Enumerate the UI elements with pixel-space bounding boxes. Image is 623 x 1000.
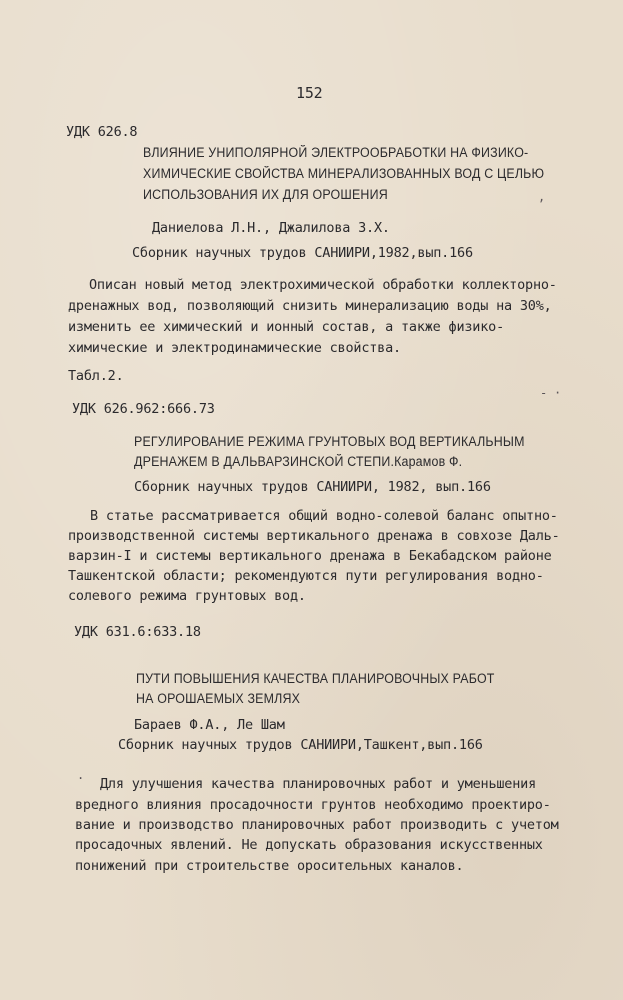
abstract-line: химические и электродинамические свойства. bbox=[68, 340, 401, 356]
abstract-line: солевого режима грунтовых вод. bbox=[68, 588, 306, 604]
udk-code: УДК 626.8 bbox=[66, 124, 138, 140]
abstract-line: Ташкентской области; рекомендуются пути регулирования водно- bbox=[68, 568, 544, 584]
abstract-line: вредного влияния просадочности грунтов необходимо проектиро- bbox=[75, 797, 551, 813]
article-source: Сборник научных трудов САНИИРИ,Ташкент,вып.166 bbox=[118, 737, 483, 753]
udk-code: УДК 626.962:666.73 bbox=[72, 401, 215, 417]
abstract-line: вание и производство планировочных работ производить с учетом bbox=[75, 817, 559, 833]
abstract-line: Для улучшения качества планировочных работ и уменьшения bbox=[100, 776, 537, 792]
abstract-line: варзин-I и системы вертикального дренажа в Бекабадском районе bbox=[68, 548, 552, 564]
scan-mark: , bbox=[538, 190, 546, 204]
abstract-line: понижений при строительстве оросительных каналов. bbox=[75, 858, 464, 874]
abstract-line: просадочных явлений. Не допускать образования искусственных bbox=[75, 837, 543, 853]
article-title-line: ПУТИ ПОВЫШЕНИЯ КАЧЕСТВА ПЛАНИРОВОЧНЫХ РАБОТ bbox=[136, 671, 495, 686]
abstract-line: Описан новый метод электрохимической обработки коллекторно- bbox=[89, 277, 557, 293]
abstract-line: дренажных вод, позволяющий снизить минерализацию воды на 30%, bbox=[68, 298, 552, 314]
article-title-line: РЕГУЛИРОВАНИЕ РЕЖИМА ГРУНТОВЫХ ВОД ВЕРТИКАЛЬНЫМ bbox=[134, 434, 525, 449]
abstract-line: производственной системы вертикального дренажа в совхозе Даль- bbox=[68, 528, 560, 544]
abstract-line: В статье рассматривается общий водно-солевой баланс опытно- bbox=[90, 508, 558, 524]
scan-mark: - · bbox=[540, 386, 562, 400]
article-title-line: ИСПОЛЬЗОВАНИЯ ИХ ДЛЯ ОРОШЕНИЯ bbox=[143, 187, 388, 202]
article-authors: Бараев Ф.А., Ле Шам bbox=[134, 717, 285, 733]
article-title-line: ХИМИЧЕСКИЕ СВОЙСТВА МИНЕРАЛИЗОВАННЫХ ВОД С ЦЕЛЬЮ bbox=[143, 166, 545, 181]
scan-mark: . bbox=[77, 768, 85, 782]
udk-code: УДК 631.6:633.18 bbox=[74, 624, 201, 640]
article-source: Сборник научных трудов САНИИРИ,1982,вып.166 bbox=[132, 245, 473, 261]
article-title-line: ДРЕНАЖЕМ В ДАЛЬВАРЗИНСКОЙ СТЕПИ.Карамов Ф. bbox=[134, 454, 463, 469]
article-title-line: ВЛИЯНИЕ УНИПОЛЯРНОЙ ЭЛЕКТРООБРАБОТКИ НА ФИЗИКО- bbox=[143, 145, 529, 160]
table-note: Табл.2. bbox=[68, 368, 124, 384]
page-number: 152 bbox=[296, 84, 323, 102]
abstract-line: изменить ее химический и ионный состав, а также физико- bbox=[68, 319, 505, 335]
article-authors: Даниелова Л.Н., Джалилова З.Х. bbox=[152, 220, 390, 236]
article-title-line: НА ОРОШАЕМЫХ ЗЕМЛЯХ bbox=[136, 691, 301, 706]
article-source: Сборник научных трудов САНИИРИ, 1982, вып.166 bbox=[134, 479, 491, 495]
